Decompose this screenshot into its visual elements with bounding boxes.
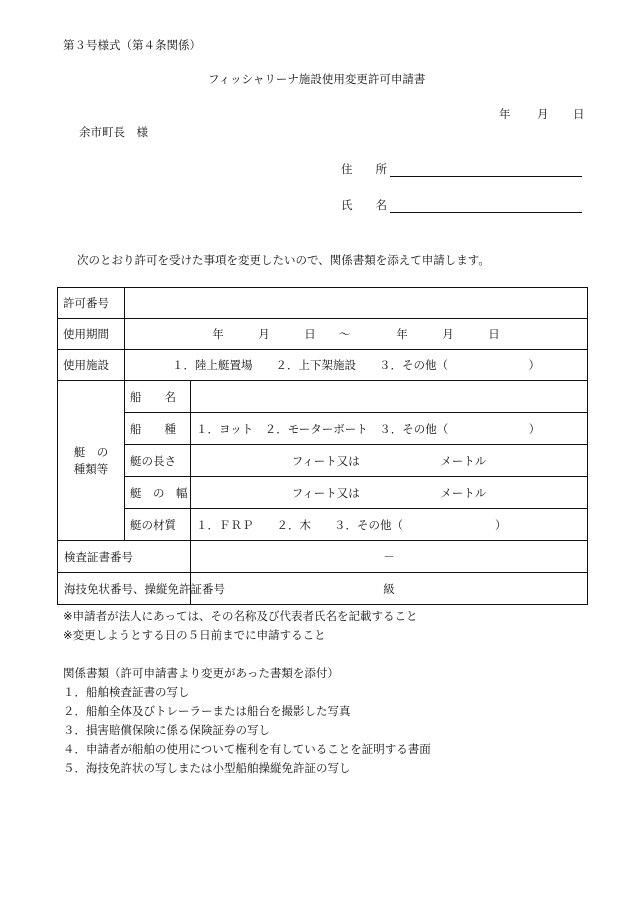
date-month: 月 (537, 107, 549, 121)
boat-type-options[interactable]: １．ヨット ２．モーターボート ３．その他（ ） (191, 413, 588, 445)
period-field[interactable]: 年 月 日 ～ 年 月 日 (125, 319, 588, 350)
notes (63, 607, 418, 645)
inspection-number-label: 検査証書番号 (58, 541, 191, 573)
license-number-label: 海技免状番号、操縦免許証番号 (58, 573, 191, 605)
document-item: ２．船舶全体及びトレーラーまたは船台を撮影した写真 (63, 704, 351, 718)
permit-number-label: 許可番号 (58, 288, 125, 319)
statement-text: 次のとおり許可を受けた事項を変更したいので、関係書類を添えて申請します。 (77, 253, 490, 267)
inspection-number-field[interactable]: － (191, 541, 588, 573)
boat-material-label: 艇の材質 (125, 509, 191, 541)
boat-length-label: 艇の長さ (125, 445, 191, 477)
note-item: ※変更しようとする日の５日前までに申請すること (63, 628, 326, 642)
boat-width-field[interactable]: フィート又は メートル (191, 477, 588, 509)
boat-group-label (58, 381, 125, 541)
document-item: ５．海技免許状の写しまたは小型船舶操縦免許証の写し (63, 761, 351, 775)
boat-group-label-line2: 種類等 (73, 461, 109, 476)
facility-label: 使用施設 (58, 350, 125, 381)
boat-type-label: 船 種 (125, 413, 191, 445)
address-label: 住 所 (341, 162, 387, 176)
name-label: 氏 名 (341, 198, 387, 212)
addressee: 余市町長 様 (79, 125, 148, 139)
boat-name-field[interactable] (191, 381, 588, 413)
document-item: ４．申請者が船舶の使用について権利を有していることを証明する書面 (63, 742, 431, 756)
boat-material-options[interactable]: １．ＦＲＰ ２．木 ３．その他（ ） (191, 509, 588, 541)
note-item: ※申請者が法人にあっては、その名称及び代表者氏名を記載すること (63, 609, 418, 623)
date-year: 年 (499, 107, 511, 121)
name-field[interactable] (390, 198, 582, 213)
documents-heading: 関係書類（許可申請書より変更があった書類を添付） (63, 666, 339, 680)
address-field[interactable] (390, 162, 582, 177)
period-label: 使用期間 (58, 319, 125, 350)
document-item: ３．損害賠償保険に係る保険証券の写し (63, 723, 270, 737)
application-table (57, 287, 588, 605)
boat-group-label-line1: 艇 の (73, 444, 109, 459)
documents-list (63, 664, 431, 778)
facility-options[interactable]: １．陸上艇置場 ２．上下架施設 ３．その他（ ） (125, 350, 588, 381)
document-item: １．船舶検査証書の写し (63, 685, 190, 699)
form-title: フィッシャリーナ施設使用変更許可申請書 (208, 72, 426, 86)
form-number: 第３号様式（第４条関係） (63, 38, 201, 52)
boat-length-field[interactable]: フィート又は メートル (191, 445, 588, 477)
license-number-field[interactable]: 級 (191, 573, 588, 605)
boat-name-label: 船 名 (125, 381, 191, 413)
permit-number-field[interactable] (125, 288, 588, 319)
boat-width-label: 艇 の 幅 (125, 477, 191, 509)
date-day: 日 (573, 107, 585, 121)
